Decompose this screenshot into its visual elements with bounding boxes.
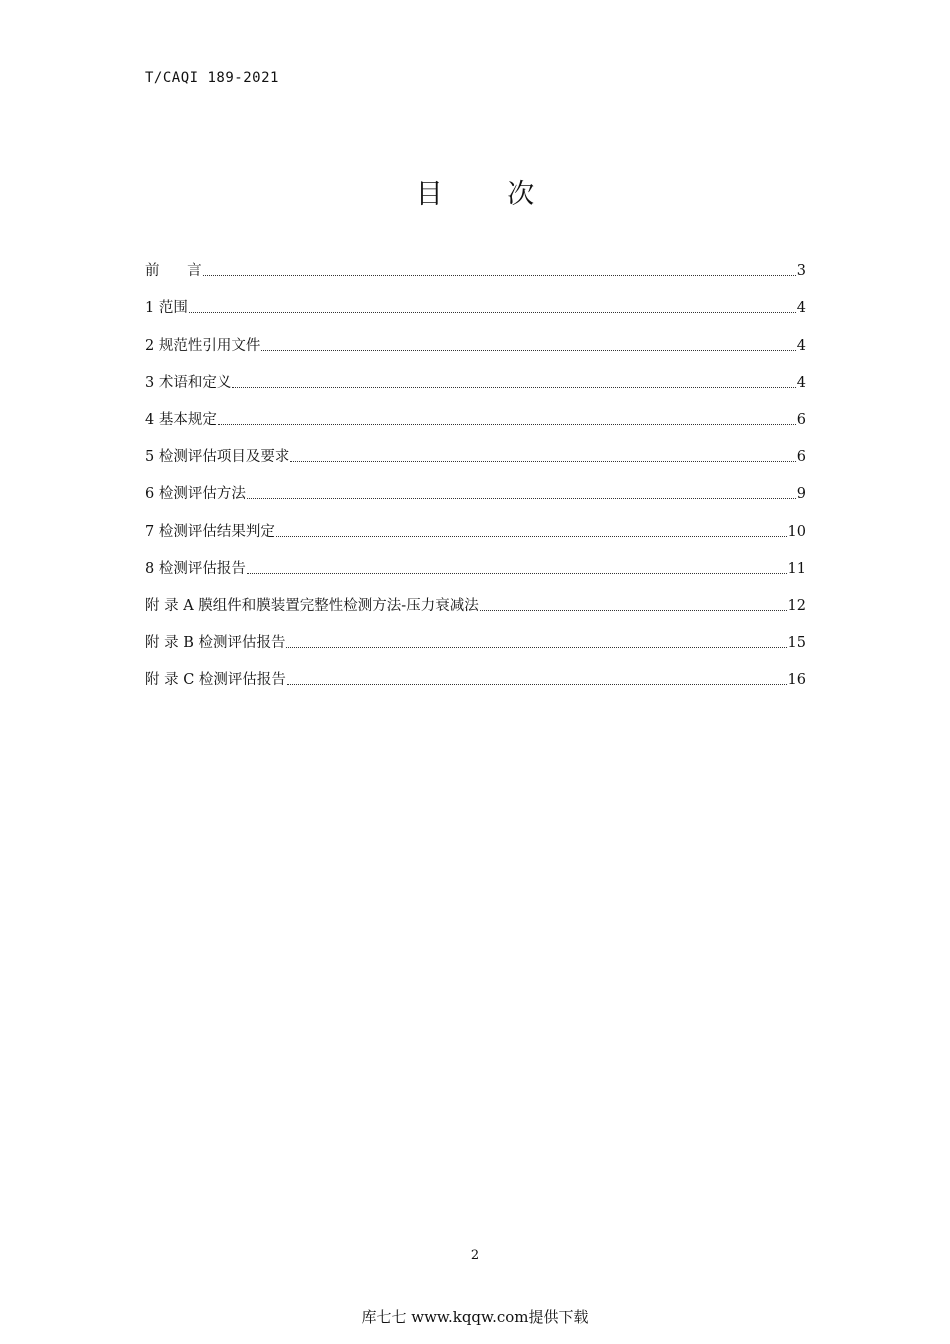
toc-dot-leader xyxy=(290,461,795,462)
toc-entry[interactable] xyxy=(145,358,806,395)
toc-entry-page: 6 xyxy=(796,411,806,428)
page-number: 2 xyxy=(470,1248,480,1263)
toc-entry-page: 15 xyxy=(787,635,806,652)
toc-entry[interactable] xyxy=(145,506,806,543)
toc-dot-leader xyxy=(286,647,786,648)
document-code: T/CAQI 189-2021 xyxy=(145,70,279,86)
toc-entry[interactable] xyxy=(145,283,806,320)
toc-dot-leader xyxy=(276,536,787,537)
toc-entry-label: 附 录 A 膜组件和膜装置完整性检测方法-压力衰减法 xyxy=(145,597,479,614)
toc-entry[interactable] xyxy=(145,655,806,692)
toc-entry-label: 2 规范性引用文件 xyxy=(145,337,261,354)
toc-entry[interactable] xyxy=(145,469,806,506)
toc-entry-label: 5 检测评估项目及要求 xyxy=(145,449,290,466)
toc-entry-page: 4 xyxy=(796,374,806,391)
toc-entry-label: 前 言 xyxy=(145,263,202,280)
toc-entry-page: 6 xyxy=(796,449,806,466)
toc-entry-page: 4 xyxy=(796,337,806,354)
toc-entry-label: 4 基本规定 xyxy=(145,411,217,428)
toc-dot-leader xyxy=(218,424,796,425)
toc-dot-leader xyxy=(287,684,787,685)
toc-entry-page: 12 xyxy=(787,597,806,614)
page-title: 目 次 xyxy=(415,179,563,210)
toc-entry-page: 4 xyxy=(796,300,806,317)
toc-entry[interactable] xyxy=(145,432,806,469)
toc-entry-page: 11 xyxy=(787,560,806,577)
toc-dot-leader xyxy=(247,573,787,574)
toc-entry-page: 16 xyxy=(787,672,806,689)
toc-entry[interactable] xyxy=(145,544,806,581)
toc-dot-leader xyxy=(203,275,796,276)
toc-entry-page: 9 xyxy=(796,486,806,503)
toc-entry-label: 附 录 C 检测评估报告 xyxy=(145,672,286,689)
toc-entry-label: 3 术语和定义 xyxy=(145,374,232,391)
toc-dot-leader xyxy=(247,498,796,499)
toc-entry-label: 8 检测评估报告 xyxy=(145,560,246,577)
toc-entry-label: 6 检测评估方法 xyxy=(145,486,246,503)
toc-entry-label: 附 录 B 检测评估报告 xyxy=(145,635,286,652)
download-note: 库七七 www.kqqw.com提供下载 xyxy=(361,1308,589,1326)
toc-entry[interactable] xyxy=(145,581,806,618)
toc-dot-leader xyxy=(261,350,795,351)
toc-dot-leader xyxy=(480,610,787,611)
toc-entry-page: 10 xyxy=(787,523,806,540)
toc-dot-leader xyxy=(189,312,796,313)
toc-entry[interactable] xyxy=(145,395,806,432)
toc-entry[interactable] xyxy=(145,618,806,655)
table-of-contents xyxy=(145,246,806,692)
toc-entry-label: 1 范围 xyxy=(145,300,188,317)
toc-entry[interactable] xyxy=(145,320,806,357)
toc-entry-page: 3 xyxy=(796,263,806,280)
toc-entry-label: 7 检测评估结果判定 xyxy=(145,523,275,540)
toc-entry[interactable] xyxy=(145,246,806,283)
toc-dot-leader xyxy=(232,387,795,388)
